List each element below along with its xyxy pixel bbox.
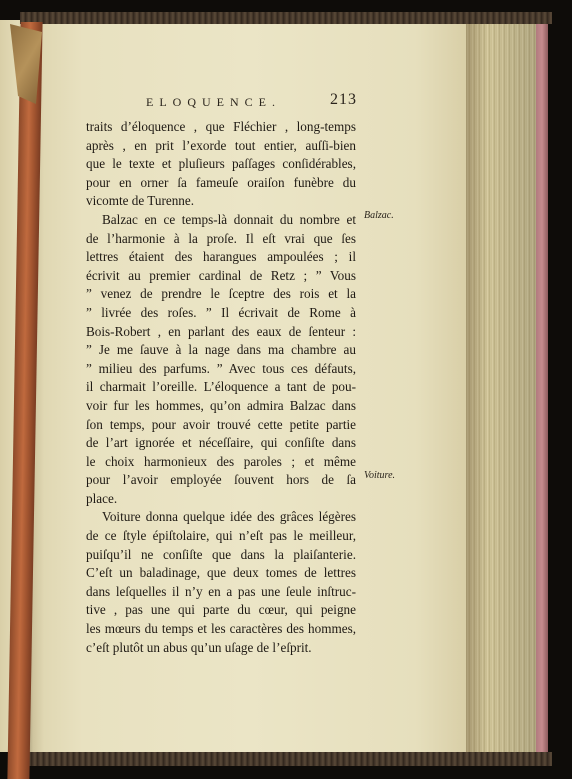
endpaper-edge <box>536 14 548 762</box>
binding-top <box>20 12 552 24</box>
text-line: Balzac en ce temps-là donnait du nombre et <box>102 211 356 227</box>
text-line: ” venez de prendre le ſceptre des rois et la <box>86 286 356 302</box>
text-line: traits d’éloquence , que Fléchier , long-temps <box>86 119 356 134</box>
margin-note-voiture: Voiture. <box>364 470 396 481</box>
text-line: que le texte et pluſieurs paſſages conſidérables, <box>86 156 356 172</box>
text-line: dans leſquelles il n’y en a pas une ſeule inſtruc- <box>86 583 356 599</box>
page-number: 213 <box>330 91 357 108</box>
text-line: de l’art ignorée et néceſſaire, qui conſiſte dans <box>86 435 356 451</box>
text-line: c’eſt plutôt un abus qu’un uſage de l’eſprit. <box>86 639 312 655</box>
text-line: ” livrée des roſes. ” Il écrivait de Rome à <box>86 304 356 320</box>
body-text <box>86 118 356 657</box>
text-line: pour l’avoir employée ſouvent hors de ſa <box>86 472 356 488</box>
text-line: écrivit au premier cardinal de Retz ; ” Vous <box>86 267 356 283</box>
binding-bottom <box>20 752 552 766</box>
text-line: le choix harmonieux des paroles ; et même <box>86 453 356 469</box>
text-line: ſon temps, pour avoir trouvé cette petite partie <box>86 416 356 432</box>
text-line: Bois-Robert , en parlant des eaux de ſenteur : <box>86 323 356 339</box>
text-line: les mœurs du temps et les caractères des hommes, <box>86 621 356 637</box>
text-line: de l’harmonie à la proſe. Il eſt vrai que ſes <box>86 230 356 246</box>
text-line: après , en prit l’exorde tout entier, auſſi-bien <box>86 137 356 153</box>
text-line: voir fur les hommes, qu’on admira Balzac dans <box>86 397 356 413</box>
text-line: Voiture donna quelque idée des grâces légères <box>102 509 356 525</box>
text-line: de ce ſtyle épiſtolaire, qui n’eſt pas le meilleur, <box>86 528 356 544</box>
text-line: tive , pas une qui parte du cœur, qui peigne <box>86 602 356 618</box>
text-line: place. <box>86 490 118 506</box>
text-line: ” milieu des parfums. ” Avec tous ces défauts, <box>86 360 356 376</box>
running-head: ELOQUENCE. <box>146 95 281 109</box>
page-edges-shade <box>466 22 538 760</box>
text-line: puiſqu’il ne conſiſte que dans la plaiſanterie. <box>86 546 356 562</box>
text-line: pour en orner ſa fameuſe oraiſon funèbre du <box>86 174 356 190</box>
margin-note-balzac: Balzac. <box>364 210 394 221</box>
text-line: il charmait l’oreille. L’éloquence a tant de pou- <box>86 379 356 395</box>
text-line: vicomte de Turenne. <box>86 193 195 209</box>
text-line: C’eſt un baladinage, que deux tomes de lettres <box>86 565 356 581</box>
text-line: ” Je me ſauve à la nage dans ma chambre au <box>86 342 356 358</box>
text-line: lettres étaient des harangues ampoulées ; il <box>86 249 356 265</box>
